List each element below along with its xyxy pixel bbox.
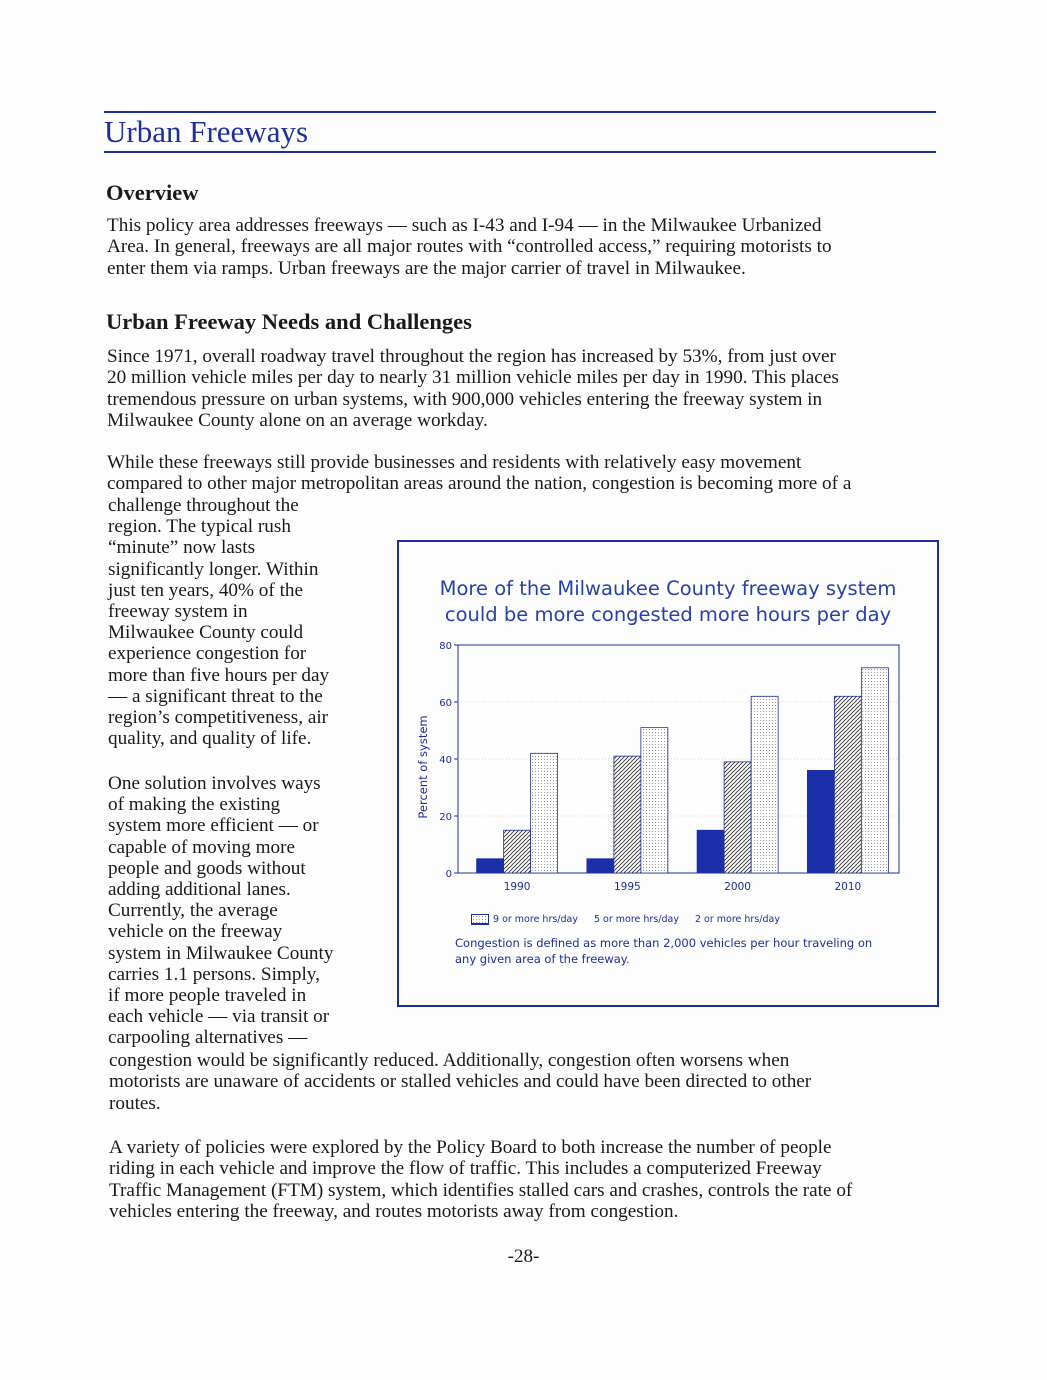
bar-2hrs-2000 <box>751 696 778 873</box>
legend-item-5hrs <box>594 914 679 925</box>
legend-label-9hrs: 9 or more hrs/day <box>493 914 578 925</box>
x-tick-label: 1990 <box>503 881 531 893</box>
bar-5hrs-1995 <box>614 756 641 873</box>
x-tick-label: 2000 <box>724 881 751 893</box>
bar-2hrs-1990 <box>531 753 558 873</box>
legend-label-5hrs: 5 or more hrs/day <box>593 914 679 925</box>
y-tick-label: 0 <box>445 869 452 880</box>
bar-2hrs-1995 <box>641 728 668 873</box>
y-tick-label: 60 <box>439 698 452 709</box>
bar-5hrs-1990 <box>504 830 531 873</box>
chart-title-line-1: More of the Milwaukee County freeway system <box>439 577 897 600</box>
overview-paragraph: This policy area addresses freeways — such as I-43 and I-94 — in the Milwaukee Urbanized Area. In general, freeways are all major routes with “controlled access,” requiring motorists to enter them via ramps. Urban freeways are the major carrier of travel in Milwaukee. <box>107 215 832 279</box>
bar-5hrs-2010 <box>834 696 861 873</box>
chart-title-line-2: could be more congested more hours per day <box>444 603 892 626</box>
bar-9hrs-2000 <box>697 830 724 873</box>
overview-heading: Overview <box>106 180 199 205</box>
needs-paragraph-3-narrow: One solution involves ways of making the existing system more efficient — or capable of moving more people and goods without adding additional lanes. Currently, the average vehicle on the freeway system in Milwaukee County carries 1.1 persons. Simply, if more people traveled in each vehicle — via transit or carpooling alternatives — <box>108 773 334 1049</box>
page-title: Urban Freeways <box>104 114 309 149</box>
y-tick-label: 20 <box>439 812 452 823</box>
x-tick-label: 1995 <box>614 881 641 893</box>
legend-label-2hrs: 2 or more hrs/day <box>694 914 780 925</box>
needs-paragraph-2-narrow: challenge throughout the region. The typical rush “minute” now lasts significantly longer. Within just ten years, 40% of the freeway system in Milwaukee County could experience congestion for more than five hours per day — a significant threat to the region’s competitiveness, air quality, and quality of life. <box>108 495 330 750</box>
bar-9hrs-2010 <box>807 770 834 873</box>
page-number: -28- <box>507 1246 540 1267</box>
needs-paragraph-2-wide: While these freeways still provide businesses and residents with relatively easy movement compared to other major metropolitan areas around the nation, congestion is becoming more of a <box>107 452 852 495</box>
congestion-chart <box>397 540 939 1007</box>
y-tick-label: 80 <box>439 641 452 652</box>
x-tick-label: 2010 <box>834 881 862 893</box>
y-axis-label: Percent of system <box>416 715 430 819</box>
bar-9hrs-1995 <box>587 859 614 873</box>
bar-5hrs-2000 <box>724 762 751 873</box>
bar-9hrs-1990 <box>477 859 504 873</box>
needs-paragraph-3-wide: congestion would be significantly reduced. Additionally, congestion often worsens when motorists are unaware of accidents or stalled vehicles and could have been directed to other routes. <box>109 1050 812 1114</box>
legend-swatch-dotted <box>471 914 489 924</box>
y-tick-label: 40 <box>439 755 452 766</box>
chart-footnote: Congestion is defined as more than 2,000 vehicles per hour traveling on any given area of the freeway. <box>455 936 873 966</box>
chart-legend <box>471 914 931 925</box>
needs-paragraph-1: Since 1971, overall roadway travel throughout the region has increased by 53%, from just over 20 million vehicle miles per day to nearly 31 million vehicle miles per day in 1990. This places tremendous pressure on urban systems, with 900,000 vehicles entering the freeway system in Milwaukee County alone on an average workday. <box>107 346 839 432</box>
legend-item-2hrs <box>695 914 780 925</box>
bar-2hrs-2010 <box>861 668 888 873</box>
needs-paragraph-4: A variety of policies were explored by the Policy Board to both increase the number of people riding in each vehicle and improve the flow of traffic. This includes a computerized Freeway Traffic Management (FTM) system, which identifies stalled cars and crashes, controls the rate of vehicles entering the freeway, and routes motorists away from congestion. <box>109 1137 853 1223</box>
title-underline <box>104 151 936 153</box>
needs-heading: Urban Freeway Needs and Challenges <box>106 309 472 334</box>
top-rule <box>104 111 936 113</box>
